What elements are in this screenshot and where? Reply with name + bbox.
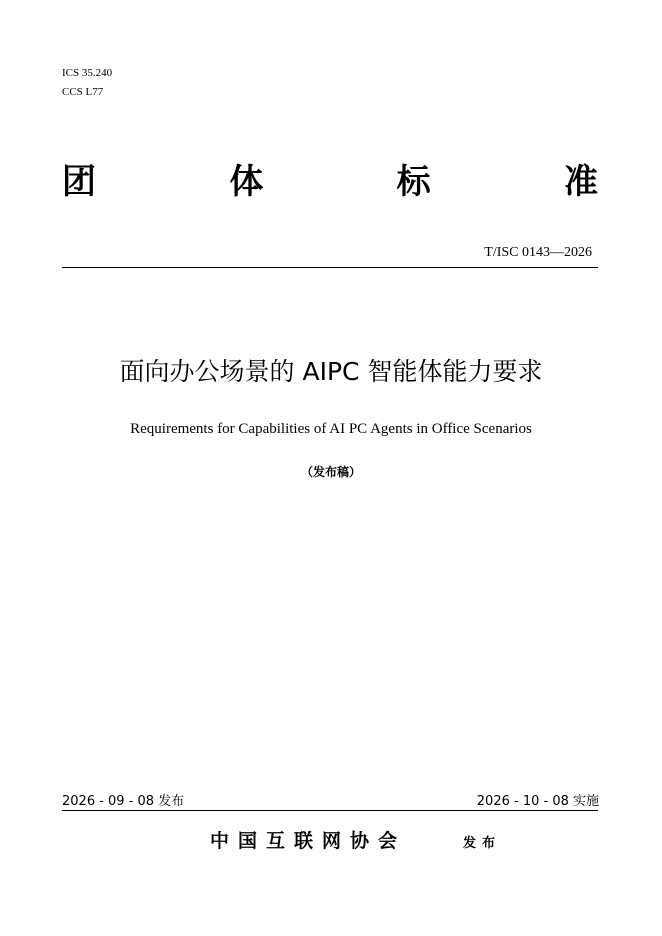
classification-codes: [62, 64, 112, 102]
publisher-name: 中国互联网协会: [210, 830, 407, 852]
issue-date: 2026 - 09 - 08 发布: [62, 794, 185, 809]
implementation-date: 2026 - 10 - 08 实施: [476, 794, 599, 809]
standard-type-heading: [62, 160, 598, 204]
standard-type-char: 团: [62, 162, 96, 202]
draft-status: （发布稿）: [300, 465, 361, 479]
document-title-cn: 面向办公场景的 AIPC 智能体能力要求: [119, 357, 543, 386]
standard-type-char: 准: [563, 162, 598, 202]
standard-type-char: 标: [396, 162, 431, 202]
document-title-en: Requirements for Capabilities of AI PC Agents in Office Scenarios: [130, 421, 532, 437]
top-divider: [62, 267, 598, 268]
bottom-divider: [62, 810, 598, 811]
publish-label: 发布: [463, 836, 502, 851]
ics-code: ICS 35.240: [62, 67, 113, 79]
standard-number: T/ISC 0143—2026: [484, 245, 592, 260]
ccs-code: CCS L77: [62, 86, 104, 98]
standard-type-char: 体: [229, 162, 264, 202]
